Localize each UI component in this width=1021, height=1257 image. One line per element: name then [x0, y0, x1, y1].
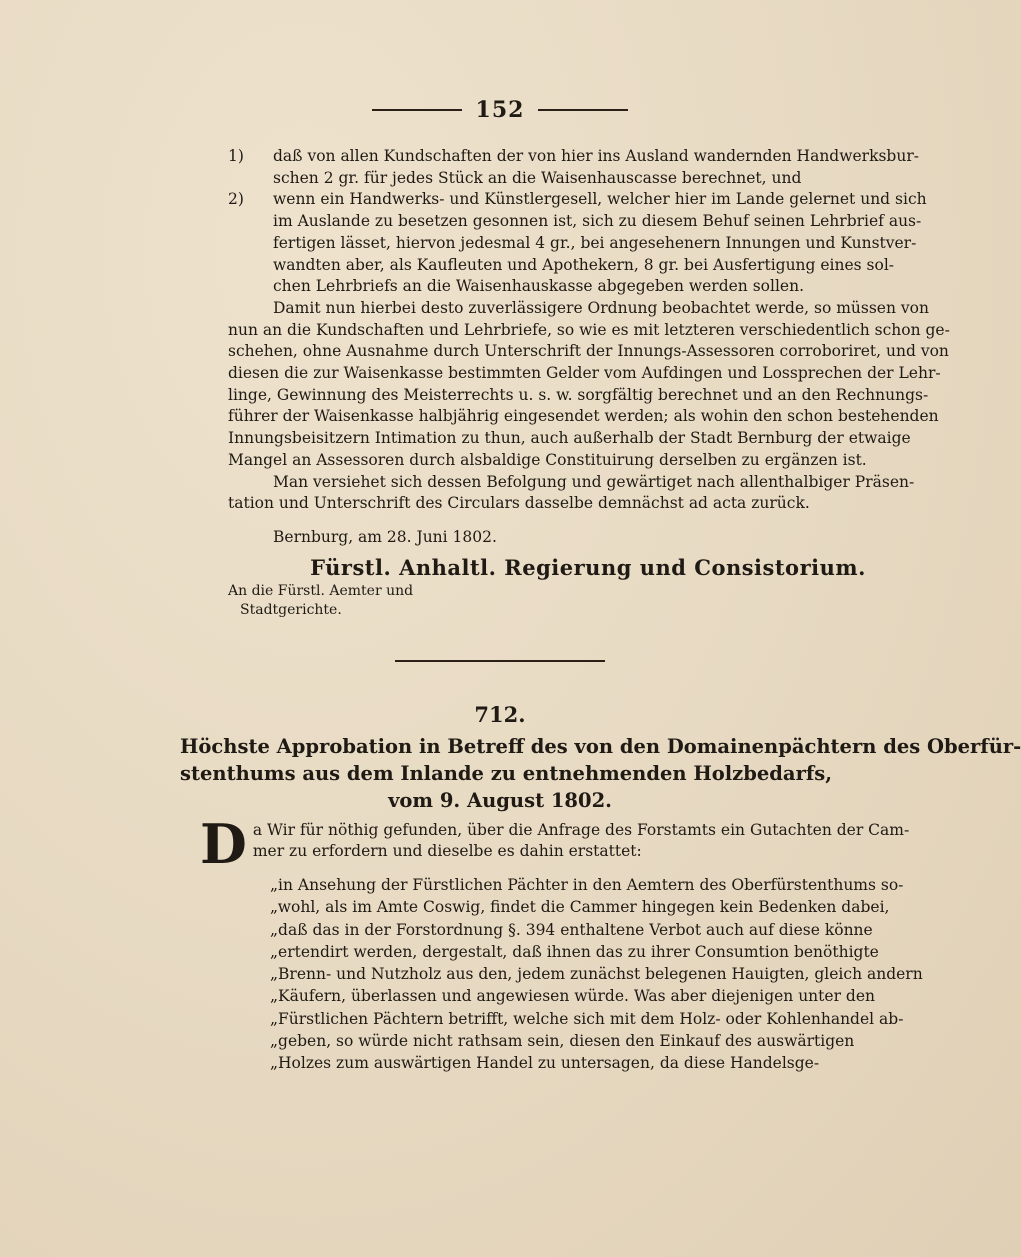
- quote-line: „ertendirt werden, dergestalt, daß ihnen das zu ihrer Consumtion benöthigte: [270, 942, 879, 961]
- dateline: Bernburg, am 28. Juni 1802.: [273, 527, 497, 546]
- section-divider: [395, 660, 605, 662]
- text-line: wandten aber, als Kaufleuten und Apothekern, 8 gr. bei Ausfertigung eines sol-: [273, 255, 895, 274]
- text-line: fertigen lässet, hiervon jedesmal 4 gr., bei angesehenern Innungen und Kunstver-: [273, 233, 917, 252]
- text-line: nun an die Kundschaften und Lehrbriefe, so wie es mit letzteren verschiedentlich schon ge-: [228, 320, 950, 339]
- title-line: Höchste Approbation in Betreff des von den Domainenpächtern des Oberfür-: [180, 735, 1021, 758]
- list-item: [228, 146, 948, 189]
- quote-line: „wohl, als im Amte Coswig, findet die Cammer hingegen kein Bedenken dabei,: [270, 898, 890, 917]
- text-line: schen 2 gr. für jedes Stück an die Waisenhauscasse berechnet, und: [273, 168, 802, 187]
- issuing-authority: Fürstl. Anhaltl. Regierung und Consistorium.: [310, 554, 866, 580]
- title-line: stenthums aus dem Inlande zu entnehmenden Holzbedarfs,: [180, 762, 832, 785]
- quote-line: „Käufern, überlassen und angewiesen würde. Was aber diejenigen unter den: [270, 987, 875, 1006]
- quote-line: „Holzes zum auswärtigen Handel zu untersagen, da diese Handelsge-: [270, 1054, 820, 1073]
- text-line: Damit nun hierbei desto zuverlässigere Ordnung beobachtet werde, so müssen von: [273, 298, 929, 317]
- text-line: führer der Waisenkasse halbjährig eingesendet werden; als wohin den schon bestehenden: [228, 407, 939, 426]
- text-line: daß von allen Kundschaften der von hier ins Ausland wandernden Handwerksbur-: [273, 147, 919, 165]
- section-title: [180, 733, 1021, 814]
- text-line: Innungsbeisitzern Intimation zu thun, auch außerhalb der Stadt Bernburg der etwaige: [228, 429, 911, 448]
- addressee-line: Stadtgerichte.: [240, 602, 342, 619]
- page-header: [0, 96, 1000, 123]
- page-number: 152: [475, 97, 525, 123]
- quote-line: „geben, so würde nicht rathsam sein, diesen den Einkauf des auswärtigen: [270, 1032, 855, 1051]
- section-number: 712.: [474, 702, 526, 727]
- item-number: 1): [228, 147, 244, 165]
- item-number: 2): [228, 190, 244, 209]
- list-item: [228, 189, 948, 298]
- addressee: [228, 582, 948, 620]
- quoted-report: [270, 874, 945, 1075]
- header-rule-left: [372, 109, 462, 111]
- main-text: [228, 146, 948, 620]
- header-rule-right: [538, 109, 628, 111]
- text-line: chen Lehrbriefs an die Waisenhauskasse abgegeben werden sollen.: [273, 277, 805, 296]
- text-line: Mangel an Assessoren durch alsbaldige Constituirung derselben zu ergänzen ist.: [228, 450, 867, 469]
- title-line: vom 9. August 1802.: [388, 789, 612, 812]
- quote-line: „in Ansehung der Fürstlichen Pächter in den Aemtern des Oberfürstenthums so-: [270, 876, 904, 894]
- text-line: diesen die zur Waisenkasse bestimmten Gelder vom Aufdingen und Lossprechen der Lehr-: [228, 364, 941, 383]
- quote-line: „Fürstlichen Pächtern betrifft, welche sich mit dem Holz- oder Kohlenhandel ab-: [270, 1009, 904, 1028]
- text-line: a Wir für nöthig gefunden, über die Anfrage des Forstamts ein Gutachten der Cam-: [252, 821, 910, 839]
- intro-paragraph: [200, 812, 945, 876]
- text-line: tation und Unterschrift des Circulars dasselbe demnächst ad acta zurück.: [228, 494, 810, 513]
- text-line: im Auslande zu besetzen gesonnen ist, sich zu diesem Behuf seinen Lehrbrief aus-: [273, 212, 922, 231]
- drop-cap: D: [200, 812, 247, 876]
- text-line: wenn ein Handwerks- und Künstlergesell, welcher hier im Lande gelernet und sich: [273, 190, 927, 209]
- addressee-line: An die Fürstl. Aemter und: [228, 583, 414, 600]
- text-line: linge, Gewinnung des Meisterrechts u. s. w. sorgfältig berechnet und an den Rechnungs-: [228, 385, 929, 404]
- quote-line: „Brenn- und Nutzholz aus den, jedem zunächst belegenen Hauigten, gleich andern: [270, 965, 923, 984]
- text-line: Man versiehet sich dessen Befolgung und gewärtiget nach allenthalbiger Präsen-: [273, 472, 915, 491]
- paragraph: [228, 298, 948, 472]
- text-line: mer zu erfordern und dieselbe es dahin erstattet:: [252, 842, 642, 860]
- paragraph: [228, 472, 948, 515]
- text-line: schehen, ohne Ausnahme durch Unterschrift der Innungs-Assessoren corroboriret, und von: [228, 342, 949, 361]
- quote-line: „daß das in der Forstordnung §. 394 enthaltene Verbot auch auf diese könne: [270, 920, 873, 939]
